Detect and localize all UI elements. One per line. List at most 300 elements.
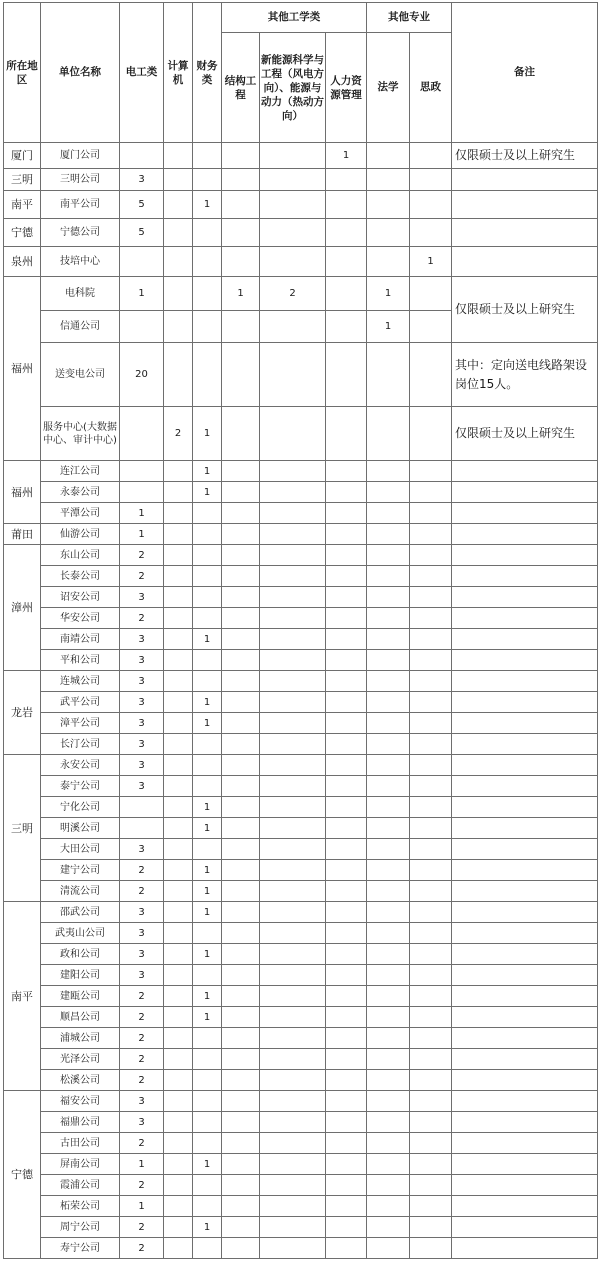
cell-computer [164,311,193,343]
cell-law [367,797,410,818]
cell-structural [222,143,260,169]
cell-computer [164,277,193,311]
cell-new-energy [260,343,326,407]
cell-politics [410,1238,452,1259]
table-row [4,860,598,881]
cell-hr [326,1070,367,1091]
cell-law [367,881,410,902]
cell-new-energy [260,247,326,277]
cell-new-energy [260,1028,326,1049]
cell-new-energy [260,965,326,986]
cell-electrical: 3 [120,755,164,776]
cell-computer [164,860,193,881]
cell-finance [193,503,222,524]
cell-law [367,1112,410,1133]
cell-finance [193,311,222,343]
header-politics: 思政 [410,33,452,143]
cell-hr [326,944,367,965]
cell-computer [164,1175,193,1196]
cell-new-energy [260,608,326,629]
cell-computer [164,902,193,923]
cell-finance [193,566,222,587]
cell-unit: 送变电公司 [41,343,120,407]
cell-new-energy [260,839,326,860]
cell-law [367,1217,410,1238]
table-row [4,461,598,482]
cell-unit: 华安公司 [41,608,120,629]
cell-politics [410,1028,452,1049]
cell-hr [326,587,367,608]
table-row [4,986,598,1007]
cell-unit: 柘荣公司 [41,1196,120,1217]
cell-remarks [452,1007,598,1028]
cell-finance: 1 [193,797,222,818]
cell-remarks [452,1175,598,1196]
table-row [4,1217,598,1238]
table-row [4,566,598,587]
cell-computer [164,923,193,944]
cell-remarks [452,1196,598,1217]
cell-remarks [452,692,598,713]
cell-new-energy [260,407,326,461]
table-row [4,902,598,923]
cell-politics [410,1007,452,1028]
table-row [4,1070,598,1091]
cell-hr [326,608,367,629]
cell-structural [222,902,260,923]
cell-politics [410,1133,452,1154]
cell-structural [222,1070,260,1091]
cell-structural [222,692,260,713]
cell-structural [222,407,260,461]
cell-region: 莆田 [4,524,41,545]
cell-law [367,482,410,503]
cell-new-energy [260,776,326,797]
cell-remarks [452,755,598,776]
cell-structural [222,671,260,692]
cell-structural [222,1049,260,1070]
cell-law [367,524,410,545]
cell-computer [164,503,193,524]
cell-unit: 永安公司 [41,755,120,776]
cell-new-energy [260,692,326,713]
cell-unit: 福安公司 [41,1091,120,1112]
cell-structural [222,986,260,1007]
cell-electrical [120,143,164,169]
cell-new-energy [260,1070,326,1091]
cell-law [367,566,410,587]
cell-finance [193,776,222,797]
cell-hr [326,461,367,482]
cell-unit: 宁化公司 [41,797,120,818]
cell-politics [410,191,452,219]
cell-law [367,776,410,797]
table-row [4,944,598,965]
cell-computer [164,629,193,650]
cell-law [367,671,410,692]
cell-structural [222,1091,260,1112]
cell-unit: 宁德公司 [41,219,120,247]
cell-hr [326,1091,367,1112]
cell-structural [222,650,260,671]
cell-electrical [120,407,164,461]
table-row [4,1007,598,1028]
cell-unit: 武夷山公司 [41,923,120,944]
cell-law [367,1091,410,1112]
cell-finance: 1 [193,860,222,881]
cell-hr [326,277,367,311]
cell-law [367,1028,410,1049]
table-row [4,1154,598,1175]
table-row [4,587,598,608]
cell-hr [326,860,367,881]
cell-finance [193,923,222,944]
cell-electrical: 2 [120,545,164,566]
cell-structural [222,1154,260,1175]
cell-remarks: 仅限硕士及以上研究生 [452,143,598,169]
cell-hr [326,923,367,944]
cell-hr [326,1217,367,1238]
cell-structural: 1 [222,277,260,311]
cell-finance: 1 [193,986,222,1007]
cell-remarks [452,524,598,545]
cell-remarks [452,797,598,818]
cell-structural [222,524,260,545]
cell-remarks [452,608,598,629]
cell-computer [164,671,193,692]
cell-electrical: 2 [120,986,164,1007]
cell-politics [410,524,452,545]
cell-hr [326,755,367,776]
cell-hr [326,566,367,587]
cell-electrical: 2 [120,1238,164,1259]
cell-law [367,407,410,461]
cell-politics [410,1049,452,1070]
cell-structural [222,311,260,343]
cell-computer [164,839,193,860]
cell-electrical: 3 [120,1112,164,1133]
table-row [4,277,598,311]
cell-law: 1 [367,311,410,343]
table-row [4,191,598,219]
cell-finance [193,1091,222,1112]
cell-politics [410,902,452,923]
cell-finance [193,734,222,755]
cell-remarks [452,1091,598,1112]
cell-structural [222,461,260,482]
cell-structural [222,169,260,191]
cell-new-energy [260,169,326,191]
header-structural: 结构工程 [222,33,260,143]
cell-new-energy [260,1196,326,1217]
cell-electrical: 3 [120,776,164,797]
cell-unit: 清流公司 [41,881,120,902]
cell-unit: 仙游公司 [41,524,120,545]
cell-new-energy [260,482,326,503]
cell-law [367,545,410,566]
table-row [4,713,598,734]
table-row [4,671,598,692]
cell-computer [164,1196,193,1217]
cell-unit: 三明公司 [41,169,120,191]
cell-politics [410,650,452,671]
cell-hr [326,247,367,277]
cell-finance: 1 [193,191,222,219]
cell-finance [193,671,222,692]
cell-remarks [452,818,598,839]
cell-unit: 明溪公司 [41,818,120,839]
cell-hr [326,818,367,839]
cell-politics [410,671,452,692]
header-other-engineering: 其他工学类 [222,3,367,33]
cell-computer [164,219,193,247]
table-header [4,3,598,143]
cell-new-energy [260,902,326,923]
cell-law [367,343,410,407]
cell-electrical: 20 [120,343,164,407]
recruitment-table [3,2,598,1259]
cell-hr [326,1196,367,1217]
cell-politics [410,219,452,247]
table-row [4,839,598,860]
cell-unit: 连城公司 [41,671,120,692]
cell-finance [193,1112,222,1133]
cell-remarks: 其中：定向送电线路架设岗位15人。 [452,343,598,407]
cell-hr [326,311,367,343]
cell-politics [410,143,452,169]
cell-hr: 1 [326,143,367,169]
cell-unit: 南平公司 [41,191,120,219]
cell-computer [164,650,193,671]
header-finance: 财务类 [193,3,222,143]
cell-hr [326,191,367,219]
cell-hr [326,713,367,734]
cell-computer [164,881,193,902]
cell-law [367,191,410,219]
table-row [4,965,598,986]
cell-new-energy [260,650,326,671]
cell-new-energy [260,1133,326,1154]
cell-finance [193,1196,222,1217]
cell-law [367,629,410,650]
cell-finance: 1 [193,881,222,902]
table-row [4,1238,598,1259]
cell-electrical [120,247,164,277]
cell-new-energy [260,461,326,482]
cell-finance [193,755,222,776]
cell-finance: 1 [193,713,222,734]
cell-electrical: 2 [120,566,164,587]
cell-unit: 永泰公司 [41,482,120,503]
header-new-energy: 新能源科学与工程（风电方向）、能源与动力（热动方向） [260,33,326,143]
cell-politics [410,734,452,755]
cell-computer [164,191,193,219]
cell-structural [222,923,260,944]
cell-region: 福州 [4,461,41,524]
cell-structural [222,343,260,407]
cell-finance [193,169,222,191]
cell-hr [326,1028,367,1049]
cell-computer [164,818,193,839]
table-row [4,692,598,713]
cell-finance [193,1175,222,1196]
table-body [4,143,598,1259]
cell-computer [164,797,193,818]
cell-unit: 连江公司 [41,461,120,482]
cell-new-energy [260,311,326,343]
cell-new-energy [260,1112,326,1133]
cell-structural [222,1007,260,1028]
cell-hr [326,881,367,902]
cell-politics [410,818,452,839]
cell-computer [164,608,193,629]
cell-region: 龙岩 [4,671,41,755]
table-row [4,629,598,650]
cell-unit: 福鼎公司 [41,1112,120,1133]
cell-new-energy: 2 [260,277,326,311]
cell-hr [326,671,367,692]
cell-politics [410,1217,452,1238]
cell-finance: 1 [193,902,222,923]
cell-new-energy [260,1007,326,1028]
cell-structural [222,881,260,902]
cell-computer [164,461,193,482]
cell-remarks [452,545,598,566]
cell-electrical: 1 [120,277,164,311]
cell-structural [222,1238,260,1259]
cell-electrical: 3 [120,923,164,944]
cell-new-energy [260,818,326,839]
cell-politics [410,860,452,881]
cell-unit: 漳平公司 [41,713,120,734]
cell-law [367,461,410,482]
cell-computer [164,1028,193,1049]
cell-unit: 松溪公司 [41,1070,120,1091]
cell-politics [410,944,452,965]
cell-law [367,755,410,776]
cell-electrical: 1 [120,1154,164,1175]
cell-structural [222,1028,260,1049]
cell-hr [326,545,367,566]
cell-new-energy [260,860,326,881]
cell-law [367,1133,410,1154]
cell-finance: 1 [193,944,222,965]
cell-hr [326,650,367,671]
cell-hr [326,1175,367,1196]
cell-electrical: 2 [120,608,164,629]
cell-finance [193,1133,222,1154]
cell-politics [410,169,452,191]
cell-remarks [452,650,598,671]
cell-finance: 1 [193,692,222,713]
header-electrical: 电工类 [120,3,164,143]
cell-remarks [452,1133,598,1154]
cell-electrical: 2 [120,1217,164,1238]
cell-structural [222,1112,260,1133]
header-computer: 计算机 [164,3,193,143]
cell-computer [164,143,193,169]
table-row [4,503,598,524]
cell-remarks [452,191,598,219]
cell-electrical: 2 [120,1049,164,1070]
cell-computer [164,776,193,797]
cell-new-energy [260,1154,326,1175]
cell-politics [410,545,452,566]
cell-new-energy [260,545,326,566]
cell-unit: 顺昌公司 [41,1007,120,1028]
cell-electrical: 2 [120,1007,164,1028]
cell-law [367,1049,410,1070]
cell-region: 泉州 [4,247,41,277]
cell-law [367,1007,410,1028]
cell-politics [410,986,452,1007]
cell-remarks [452,902,598,923]
cell-computer [164,524,193,545]
cell-unit: 技培中心 [41,247,120,277]
cell-unit: 建宁公司 [41,860,120,881]
cell-hr [326,524,367,545]
cell-unit: 平潭公司 [41,503,120,524]
cell-politics [410,755,452,776]
table-row [4,734,598,755]
table-row [4,1049,598,1070]
header-unit: 单位名称 [41,3,120,143]
cell-computer [164,965,193,986]
cell-electrical: 3 [120,965,164,986]
cell-politics [410,1154,452,1175]
table-row [4,247,598,277]
cell-unit: 光泽公司 [41,1049,120,1070]
table-row [4,776,598,797]
cell-electrical: 3 [120,944,164,965]
table-row [4,755,598,776]
cell-finance [193,608,222,629]
cell-structural [222,1133,260,1154]
cell-law [367,692,410,713]
cell-electrical: 3 [120,902,164,923]
cell-structural [222,219,260,247]
cell-unit: 武平公司 [41,692,120,713]
cell-unit: 长汀公司 [41,734,120,755]
cell-remarks [452,1217,598,1238]
cell-region: 福州 [4,277,41,461]
cell-finance [193,839,222,860]
cell-computer [164,692,193,713]
table-row [4,1175,598,1196]
cell-computer [164,1091,193,1112]
cell-law [367,944,410,965]
cell-structural [222,247,260,277]
cell-politics [410,965,452,986]
cell-hr [326,839,367,860]
cell-law [367,1154,410,1175]
table-row [4,881,598,902]
cell-electrical: 3 [120,169,164,191]
cell-law [367,923,410,944]
cell-remarks [452,169,598,191]
cell-remarks [452,944,598,965]
cell-hr [326,1154,367,1175]
cell-finance [193,587,222,608]
cell-politics [410,713,452,734]
cell-region: 厦门 [4,143,41,169]
cell-new-energy [260,1217,326,1238]
cell-unit: 电科院 [41,277,120,311]
cell-unit: 服务中心(大数据中心、审计中心) [41,407,120,461]
cell-remarks [452,986,598,1007]
cell-computer [164,1217,193,1238]
cell-computer [164,169,193,191]
